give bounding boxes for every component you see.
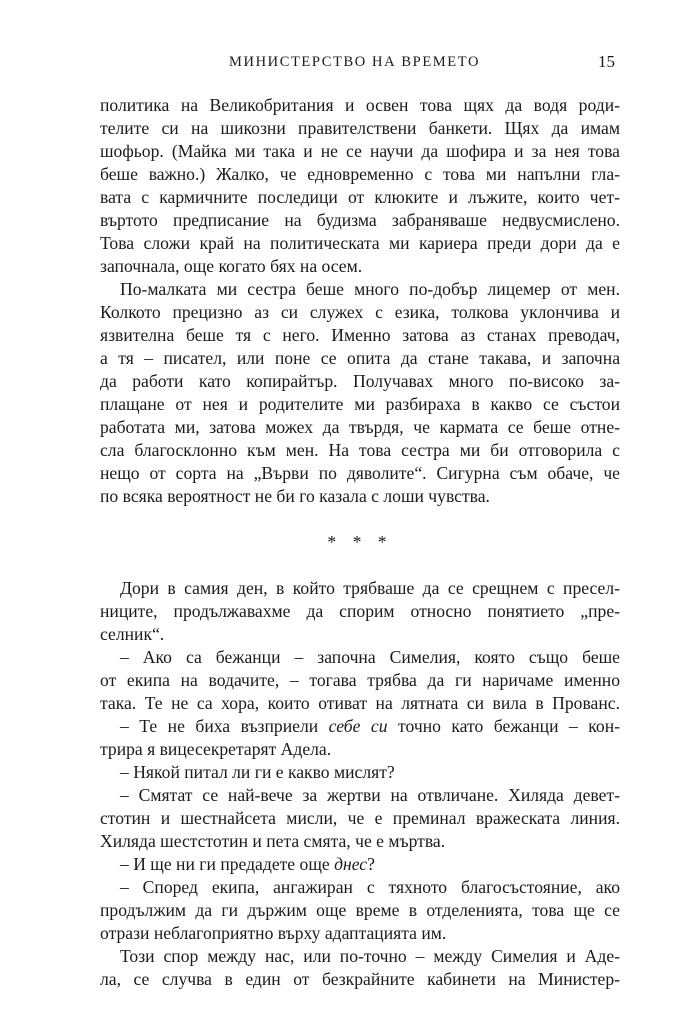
text-run: ? — [367, 854, 375, 874]
text-line: сла благосклонно към мен. На това сестра ми би отговорила с — [100, 440, 620, 460]
page-header — [0, 54, 700, 78]
text-line: По-малката ми сестра беше много по-добър лицемер от мен. — [120, 279, 620, 299]
text-line: – Някой питал ли ги е какво мислят? — [120, 762, 395, 782]
text-line: плащане от нея и родителите ми разбираха в какво се състои — [100, 394, 620, 414]
text-line: – Смятат се най-вече за жертви на отвличане. Хиляда девет- — [120, 785, 620, 805]
text-line: селник“. — [100, 624, 165, 644]
text-run: – Те не биха възприели — [120, 716, 319, 736]
text-line: Колкото прецизно аз си служех с езика, толкова уклончива и — [100, 302, 620, 322]
text-line: беше важно.) Жалко, че едновременно с това ми напълни гла- — [100, 164, 620, 184]
text-run: – И ще ни ги предадете още — [120, 854, 330, 874]
text-line: – Ако са бежанци – започна Симелия, която също беше — [120, 647, 620, 667]
text-line: политика на Великобритания и освен това щях да водя роди- — [100, 95, 620, 115]
text-line: телите си на шикозни правителствени банкети. Щях да имам — [100, 118, 620, 138]
running-title: МИНИСТЕРСТВО НА ВРЕМЕТО — [229, 54, 481, 70]
text-line: трира я вицесекретарят Адела. — [100, 739, 332, 759]
text-line: нещо от сорта на „Върви по дяволите“. Сигурна съм обаче, че — [100, 463, 620, 483]
text-line: въртото предписание на будизма забраняваше недвусмислено. — [100, 210, 620, 230]
text-line: Дори в самия ден, в който трябваше да се срещнем с пресел- — [120, 578, 620, 598]
text-run: точно като бежанци – кон- — [398, 716, 620, 736]
italic-text: днес — [334, 854, 368, 874]
text-line: по всяка вероятност не би го казала с лоши чувства. — [100, 486, 490, 506]
text-line: шофьор. (Майка ми така и не се научи да шофира и за нея това — [100, 141, 620, 161]
text-line: отрази неблагоприятно върху адаптацията им. — [100, 923, 447, 943]
text-line: от екипа на водачите, – тогава трябва да ги наричаме именно — [100, 670, 620, 690]
text-line: продължим да ги държим още време в отделенията, това ще се — [100, 900, 620, 920]
text-line: а тя – писател, или поне се опита да стане такава, и започна — [100, 348, 620, 368]
text-line — [100, 715, 620, 738]
text-line: Този спор между нас, или по-точно – между Симелия и Аде- — [120, 946, 620, 966]
text-line: ниците, продължавахме да спорим относно понятието „пре- — [100, 601, 620, 621]
text-line: вата с кармичните последици от клюките и лъжите, които чет- — [100, 187, 620, 207]
page-number: 15 — [598, 52, 615, 71]
section-separator: * * * — [327, 532, 393, 552]
text-line: да работи като копирайтър. Получавах много по-високо за- — [100, 371, 620, 391]
italic-text: себе си — [328, 716, 388, 736]
body-text — [100, 94, 620, 991]
text-line: ла, се случва в един от безкрайните кабинети на Министер- — [100, 969, 620, 989]
text-line: започнала, още когато бях на осем. — [100, 256, 363, 276]
text-line: работата ми, затова можех да твърдя, че кармата се беше отне- — [100, 417, 620, 437]
text-line: Това сложи край на политическата ми кариера преди дори да е — [100, 233, 620, 253]
text-line — [100, 853, 620, 876]
text-line: – Според екипа, ангажиран с тяхното благосъстояние, ако — [120, 877, 620, 897]
text-line: стотин и шестнайсета мисли, че е преминал вражеската линия. — [100, 808, 620, 828]
section-gap — [100, 508, 620, 531]
section-gap — [100, 554, 620, 577]
text-line: Хиляда шестстотин и пета смята, че е мъртва. — [100, 831, 446, 851]
text-line: язвителна беше тя с него. Именно затова аз станах преводач, — [100, 325, 620, 345]
text-line: така. Те не са хора, които отиват на лятната си вила в Прованс. — [100, 693, 620, 713]
